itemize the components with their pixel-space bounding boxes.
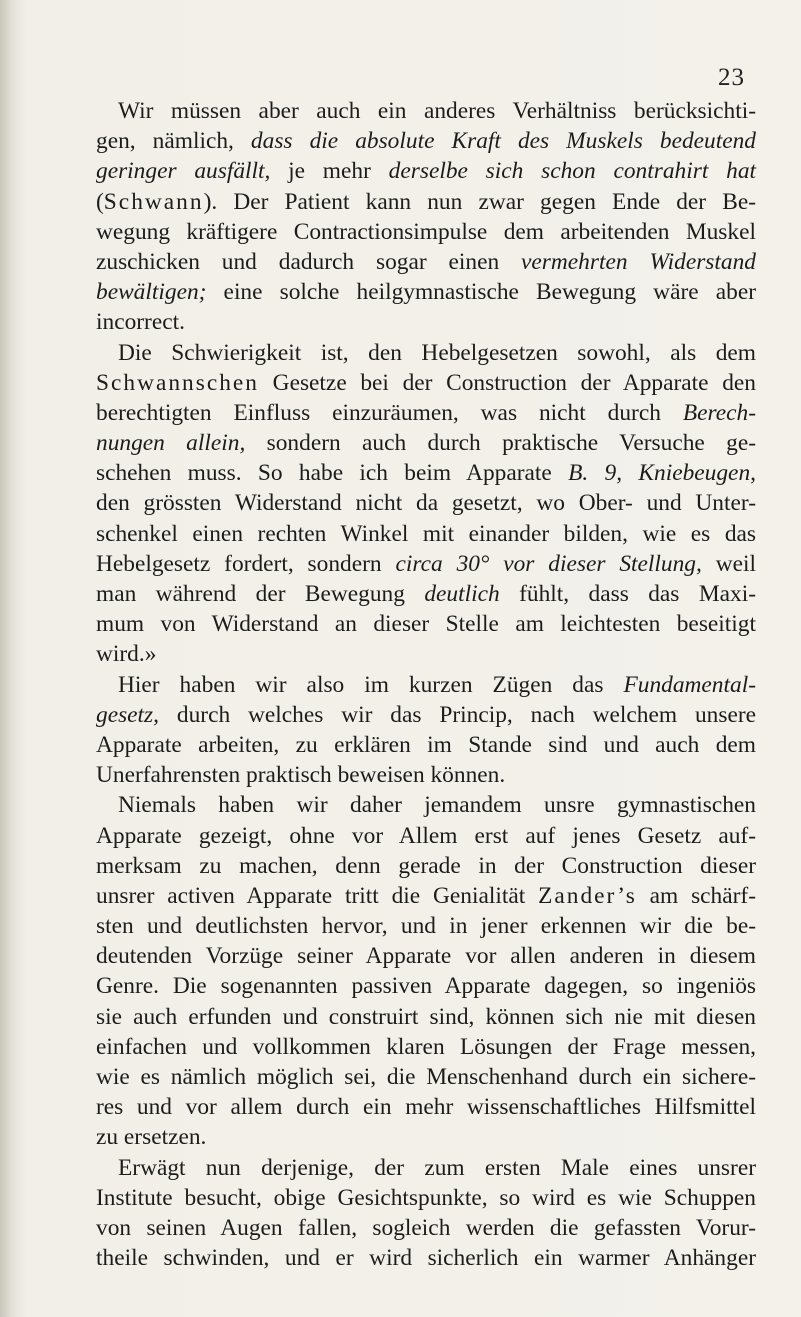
text-line	[96, 1032, 756, 1062]
text-segment: Die Schwierigkeit ist, den Hebelgesetzen sowohl, als dem	[118, 339, 756, 366]
text-line	[96, 881, 756, 911]
text-segment: (	[96, 188, 104, 215]
text-line	[96, 549, 756, 579]
spaced-name: Schwann	[103, 188, 204, 215]
text-line	[96, 730, 756, 760]
text-line	[96, 247, 756, 277]
text-segment: Genre. Die sogenannten passiven Apparate dagegen, so ingeniös	[96, 973, 756, 1000]
text-segment: theile schwinden, und er wird sicherlich ein warmer Anhänger	[96, 1245, 756, 1272]
text-line	[96, 458, 756, 488]
text-segment: weil	[701, 550, 756, 577]
text-line	[96, 217, 756, 247]
italic-text: gesetz,	[96, 701, 160, 728]
text-line	[96, 398, 756, 428]
text-segment: Erwägt nun derjenige, der zum ersten Male eines unsrer	[118, 1154, 756, 1181]
text-segment: sten und deutlichsten hervor, und in jener erkennen wir die be-	[96, 913, 756, 940]
text-line	[96, 760, 756, 790]
text-segment: Wir müssen aber auch ein anderes Verhältniss berücksichti-	[118, 98, 756, 124]
text-segment: unsrer activen Apparate tritt die Genialität	[96, 882, 539, 909]
text-segment: am schärf-	[636, 882, 756, 909]
text-line	[96, 941, 756, 971]
text-segment: Apparate arbeiten, zu erklären im Stande sind und auch dem	[96, 731, 756, 758]
text-segment: sie auch erfunden und construirt sind, können sich nie mit diesen	[96, 1003, 756, 1030]
text-line	[96, 1243, 756, 1273]
italic-text: Berech-	[682, 399, 756, 426]
text-line	[96, 519, 756, 549]
text-line	[96, 428, 756, 458]
text-segment: einfachen und vollkommen klaren Lösungen der Frage messen,	[96, 1033, 756, 1060]
text-line	[96, 1213, 756, 1243]
italic-text: deutlich	[424, 581, 500, 607]
text-line	[96, 971, 756, 1001]
text-segment: je mehr	[270, 158, 389, 185]
body-text	[96, 96, 756, 1273]
text-segment: zu ersetzen.	[96, 1124, 207, 1151]
text-segment: schehen muss. So habe ich beim Apparate	[96, 460, 569, 487]
text-segment: Institute besucht, obige Gesichtspunkte, so wird es wie Schuppen	[96, 1184, 756, 1211]
text-line	[96, 368, 756, 398]
text-segment: durch welches wir das Princip, nach welchem unsere	[159, 701, 756, 728]
text-segment: schenkel einen rechten Winkel mit einander bilden, wie es das	[96, 520, 756, 547]
text-line	[96, 307, 756, 337]
text-segment: res und vor allem durch ein mehr wissenschaftliches Hilfsmittel	[96, 1094, 756, 1121]
text-segment: sondern auch durch praktische Versuche ge-	[245, 430, 757, 457]
text-line	[96, 338, 756, 368]
text-line	[96, 1092, 756, 1122]
text-segment: Unerfahrensten praktisch beweisen können.	[96, 762, 506, 789]
text-line	[96, 277, 756, 307]
text-line	[96, 851, 756, 881]
text-line	[96, 579, 756, 609]
text-line	[96, 790, 756, 820]
text-line	[96, 670, 756, 700]
text-line	[96, 96, 756, 126]
text-segment: berechtigten Einfluss einzuräumen, was nicht durch	[96, 399, 683, 426]
text-line	[96, 1062, 756, 1092]
italic-text: nungen allein,	[96, 430, 246, 457]
spaced-name: Zander’s	[538, 882, 637, 909]
text-segment: wird.»	[96, 641, 157, 668]
text-segment: Hier haben wir also im kurzen Zügen das	[118, 671, 624, 698]
text-line	[96, 187, 756, 217]
text-segment: wie es nämlich möglich sei, die Menschenhand durch ein sichere-	[96, 1064, 756, 1090]
italic-text: circa 30° vor dieser Stellung,	[395, 550, 702, 577]
italic-text: bewältigen;	[96, 279, 207, 306]
text-segment: Niemals haben wir daher jemandem unsre gymnastischen	[118, 792, 756, 819]
text-segment: ). Der Patient kann nun zwar gegen Ende der Be-	[203, 188, 756, 215]
text-line	[96, 639, 756, 669]
text-line	[96, 911, 756, 941]
text-line	[96, 126, 756, 156]
text-segment: mum von Widerstand an dieser Stelle am leichtesten beseitigt	[96, 611, 756, 638]
text-line	[96, 488, 756, 518]
text-segment: merksam zu machen, denn gerade in der Construction dieser	[96, 852, 756, 879]
text-segment: von seinen Augen fallen, sogleich werden die gefassten Vorur-	[96, 1214, 756, 1241]
text-segment: zuschicken und dadurch sogar einen	[96, 248, 522, 275]
text-segment: deutenden Vorzüge seiner Apparate vor allen anderen in diesem	[96, 943, 756, 970]
text-line	[96, 1122, 756, 1152]
text-line	[96, 1183, 756, 1213]
text-line	[96, 700, 756, 730]
italic-text: dass die absolute Kraft des Muskels bedeutend	[250, 128, 756, 155]
text-segment: Hebelgesetz fordert, sondern	[96, 550, 396, 577]
text-line	[96, 1153, 756, 1183]
text-segment: eine solche heilgymnastische Bewegung wäre aber	[206, 279, 756, 306]
italic-text: geringer ausfällt,	[96, 158, 271, 185]
italic-text: derselbe sich schon contrahirt hat	[388, 158, 757, 185]
italic-text: Fundamental-	[623, 671, 756, 698]
text-segment: Apparate gezeigt, ohne vor Allem erst auf jenes Gesetz auf-	[96, 822, 756, 849]
italic-text: B. 9, Kniebeugen,	[568, 460, 756, 487]
text-segment: den grössten Widerstand nicht da gesetzt, wo Ober- und Unter-	[96, 490, 756, 517]
text-line	[96, 609, 756, 639]
page-number: 23	[718, 64, 745, 91]
text-segment: wegung kräftigere Contractionsimpulse dem arbeitenden Muskel	[96, 218, 756, 245]
text-segment: incorrect.	[96, 309, 185, 336]
text-segment: fühlt, dass das Maxi-	[499, 581, 756, 607]
italic-text: vermehrten Widerstand	[521, 248, 756, 275]
text-line	[96, 156, 756, 186]
text-segment: Gesetze bei der Construction der Apparate den	[259, 369, 756, 396]
text-segment: gen, nämlich,	[96, 128, 251, 155]
text-line	[96, 821, 756, 851]
text-segment: man während der Bewegung	[96, 581, 425, 607]
text-line	[96, 1002, 756, 1032]
spaced-name: Schwannschen	[96, 369, 260, 396]
